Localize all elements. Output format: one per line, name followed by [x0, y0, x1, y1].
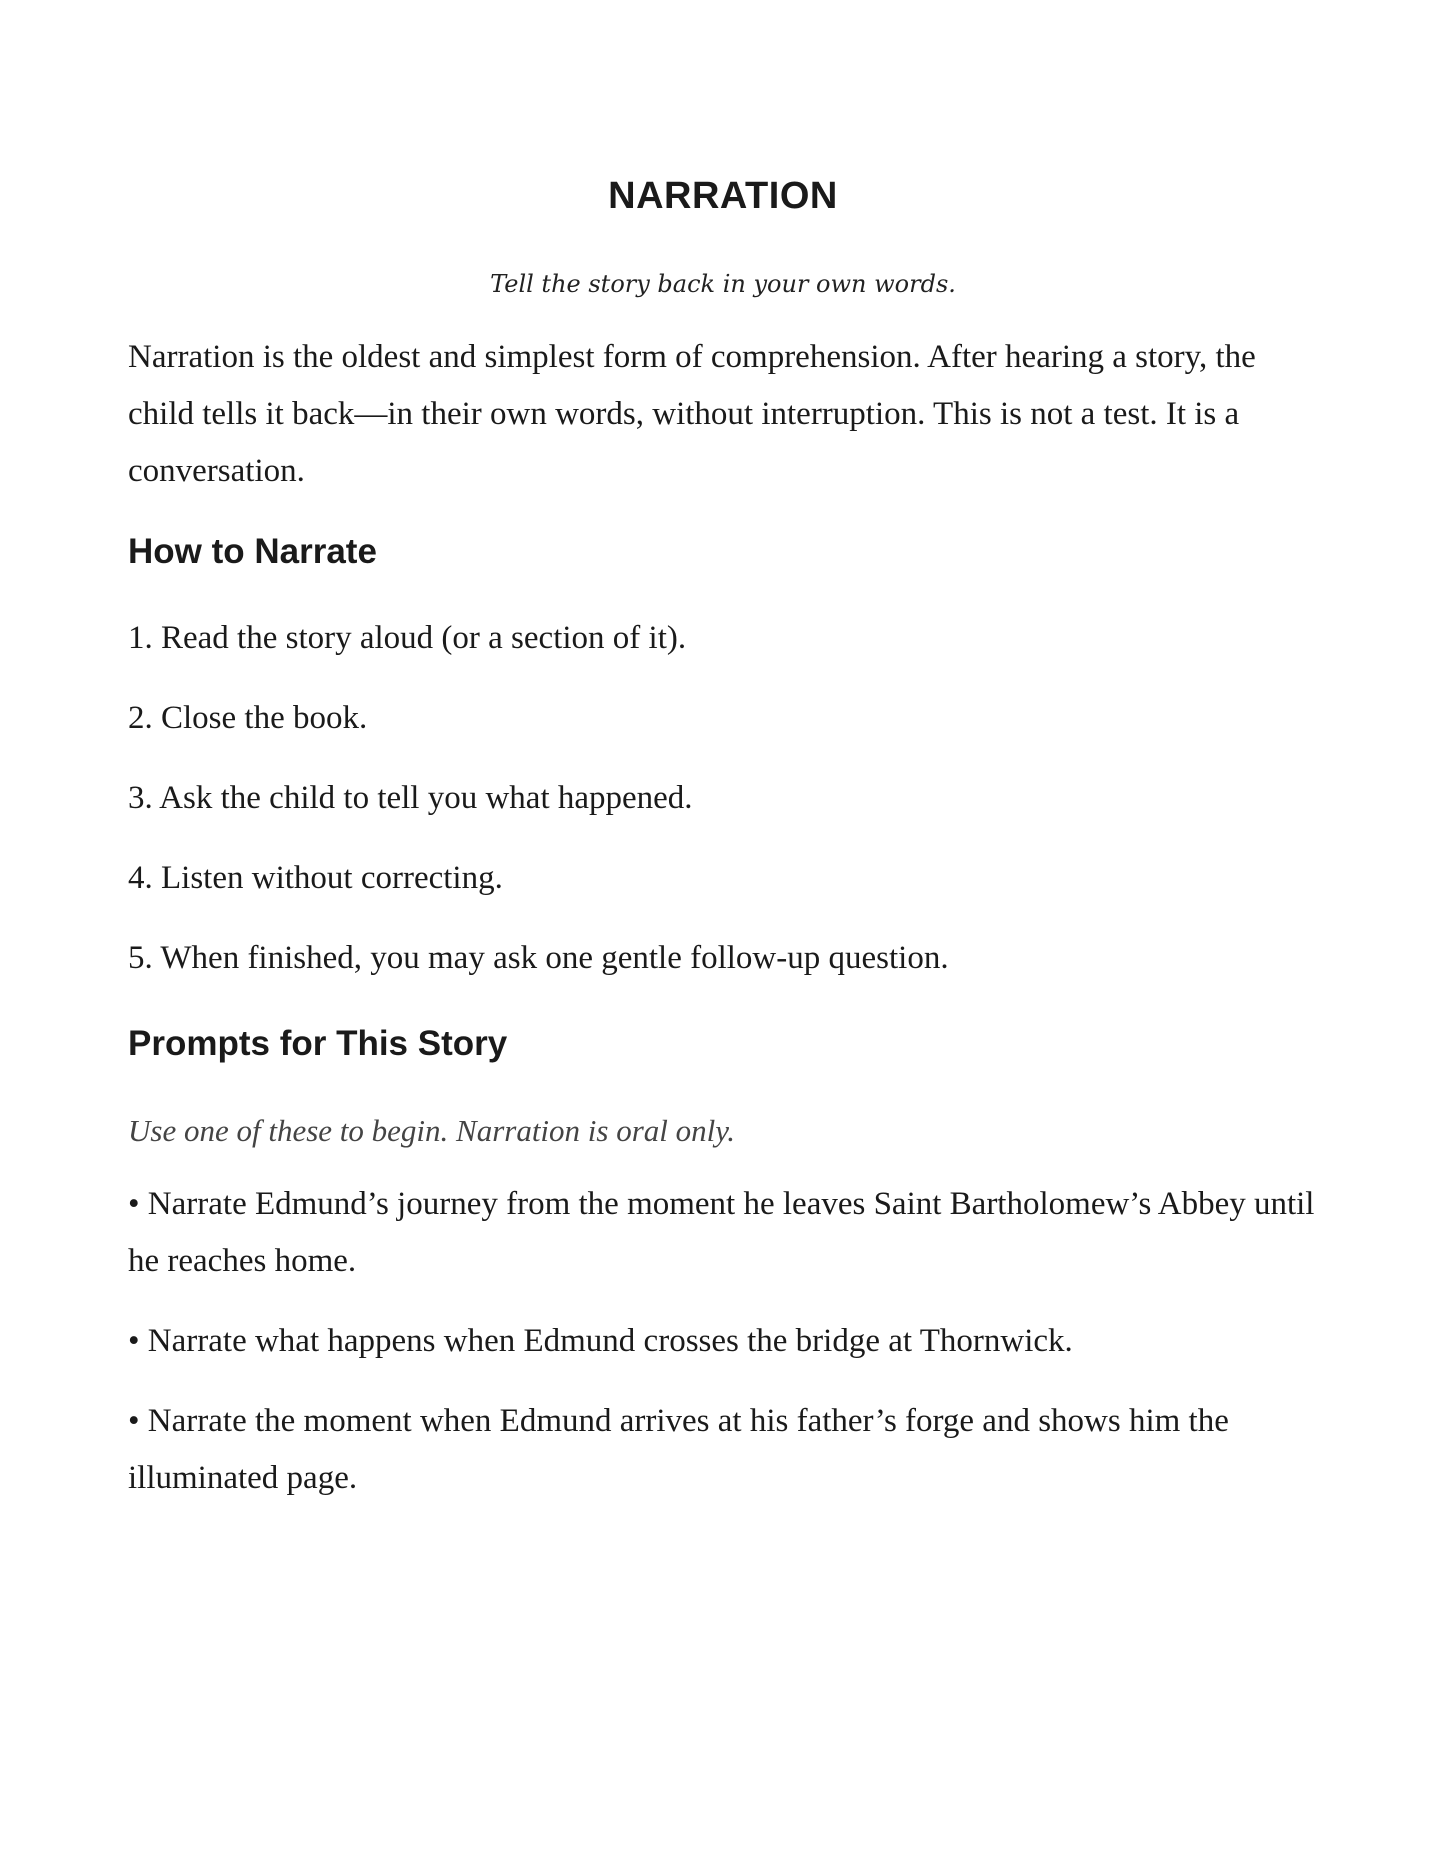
prompt-item: • Narrate what happens when Edmund crosses the bridge at Thornwick. — [128, 1323, 1073, 1359]
step-4: 4. Listen without correcting. — [128, 860, 503, 896]
page-title: NARRATION — [608, 175, 838, 217]
how-to-heading: How to Narrate — [128, 532, 377, 571]
intro-paragraph: Narration is the oldest and simplest form of comprehension. After hearing a story, the child tells it back—in their own words, without interruption. This is not a test. It is a conversation. — [128, 339, 1256, 489]
step-1: 1. Read the story aloud (or a section of it). — [128, 620, 687, 656]
prompts-heading: Prompts for This Story — [128, 1024, 508, 1063]
step-5: 5. When finished, you may ask one gentle follow-up question. — [128, 940, 949, 976]
prompts-note: Use one of these to begin. Narration is oral only. — [128, 1113, 736, 1148]
prompt-item: • Narrate Edmund’s journey from the moment he leaves Saint Bartholomew’s Abbey until he reaches home. — [128, 1186, 1315, 1279]
step-3: 3. Ask the child to tell you what happened. — [128, 780, 693, 816]
step-2: 2. Close the book. — [128, 700, 368, 736]
page-subtitle: Tell the story back in your own words. — [490, 270, 956, 298]
prompt-item: • Narrate the moment when Edmund arrives at his father’s forge and shows him the illuminated page. — [128, 1403, 1229, 1496]
